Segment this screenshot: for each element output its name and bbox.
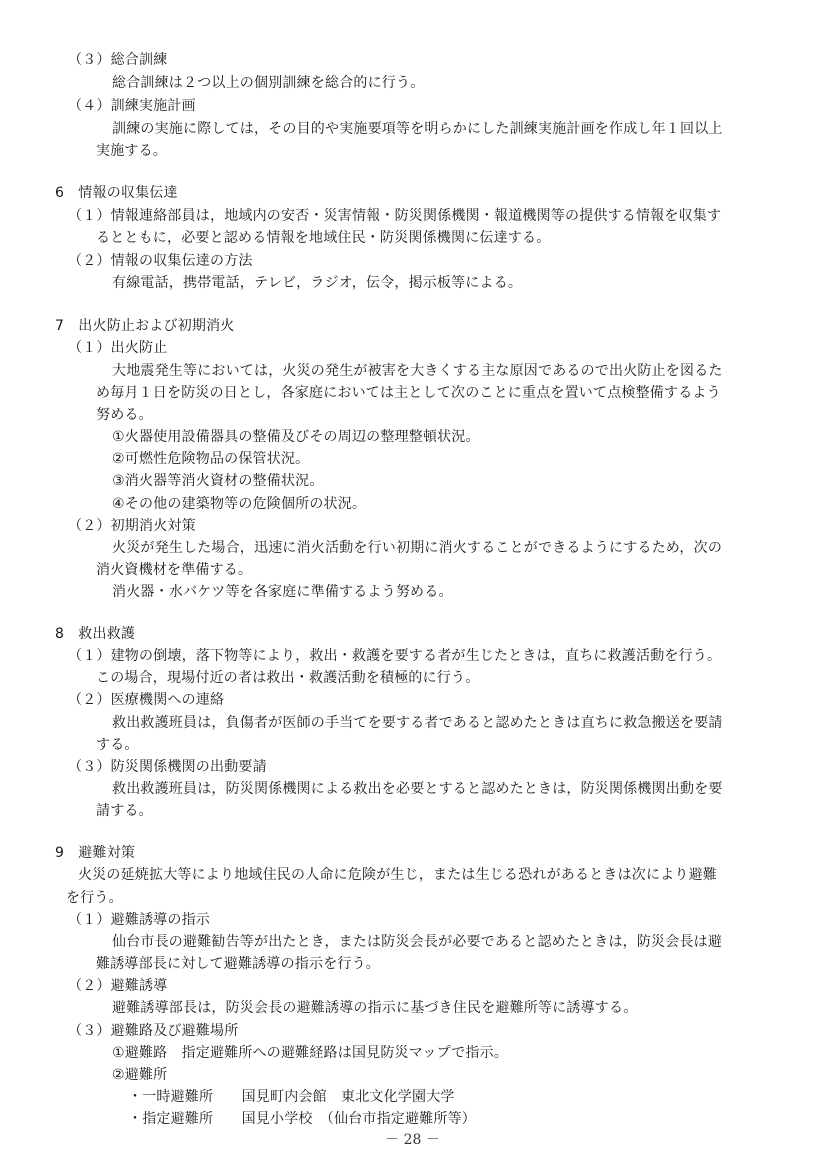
subsection-heading: （１）避難誘導の指示 <box>68 912 210 928</box>
paragraph-line: 火災が発生した場合，迅速に消火活動を行い初期に消火することができるようにするため，次の <box>112 540 723 556</box>
subsection-heading: （３）避難路及び避難場所 <box>68 1023 239 1039</box>
section-heading: 9 避難対策 <box>55 845 136 861</box>
subsection-heading: （２）情報の収集伝達の方法 <box>68 253 253 269</box>
subsection-heading: （２）避難誘導 <box>68 978 168 994</box>
paragraph-line: 避難誘導部長は，防災会長の避難誘導の指示に基づき住民を避難所等に誘導する。 <box>112 1000 638 1016</box>
subsection-heading: （３）総合訓練 <box>68 52 168 68</box>
subsection-heading: （３）防災関係機関の出動要請 <box>68 759 267 775</box>
subsection-heading: （１）出火防止 <box>68 340 168 356</box>
subsection-heading: （２）医療機関への連絡 <box>68 692 225 708</box>
paragraph-line: るとともに，必要と認める情報を地域住民・防災関係機関に伝達する。 <box>96 230 551 246</box>
paragraph-line: 消火器・水バケツ等を各家庭に準備するよう努める。 <box>112 584 453 600</box>
paragraph-line: この場合，現場付近の者は救出・救護活動を積極的に行う。 <box>96 670 480 686</box>
paragraph-line: 仙台市長の避難勧告等が出たとき，または防災会長が必要であると認めたときは，防災会長は避 <box>112 934 723 950</box>
paragraph-line: 請する。 <box>96 803 153 819</box>
paragraph-line: 努める。 <box>96 407 153 423</box>
paragraph-line: 実施する。 <box>96 143 167 159</box>
paragraph-line: 大地震発生等においては，火災の発生が被害を大きくする主な原因であるので出火防止を図るた <box>112 363 723 379</box>
page-number: － 28 － <box>385 1132 440 1148</box>
list-item: ④その他の建築物等の危険個所の状況。 <box>112 496 367 512</box>
section-heading: 6 情報の収集伝達 <box>55 185 178 201</box>
paragraph-line: 総合訓練は２つ以上の個別訓練を総合的に行う。 <box>112 75 425 91</box>
paragraph-line: 難誘導部長に対して避難誘導の指示を行う。 <box>96 956 380 972</box>
list-item: ③消火器等消火資材の整備状況。 <box>112 473 324 489</box>
paragraph-line: 訓練の実施に際しては，その目的や実施要項等を明らかにした訓練実施計画を作成し年１回以上 <box>112 121 723 137</box>
section-heading: 8 救出救護 <box>55 626 136 642</box>
paragraph-line: 救出救護班員は，防災関係機関による救出を必要とすると認めたときは，防災関係機関出動を要 <box>112 781 723 797</box>
subsection-heading: （２）初期消火対策 <box>68 518 196 534</box>
list-item: ①避難路 指定避難所への避難経路は国見防災マップで指示。 <box>112 1045 509 1061</box>
section-heading: 7 出火防止および初期消火 <box>55 318 235 334</box>
shelter-item: ・指定避難所 国見小学校 （仙台市指定避難所等） <box>128 1111 476 1127</box>
paragraph-line: 消火資機材を準備する。 <box>96 562 253 578</box>
paragraph-line: （１）情報連絡部員は，地域内の安否・災害情報・防災関係機関・報道機関等の提供する情報を収集す <box>68 208 722 224</box>
paragraph-line: め毎月１日を防災の日とし，各家庭においては主として次のことに重点を置いて点検整備するよう <box>96 385 721 401</box>
shelter-item: ・一時避難所 国見町内会館 東北文化学園大学 <box>128 1089 455 1105</box>
paragraph-line: 有線電話，携帯電話，テレビ，ラジオ，伝令，掲示板等による。 <box>112 275 523 291</box>
paragraph-line: 火災の延焼拡大等により地域住民の人命に危険が生じ，または生じる恐れがあるときは次により避難 <box>78 867 717 883</box>
list-item: ①火器使用設備器具の整備及びその周辺の整理整頓状況。 <box>112 429 480 445</box>
list-item: ②可燃性危険物品の保管状況。 <box>112 451 310 467</box>
paragraph-line: （１）建物の倒壊，落下物等により，救出・救護を要する者が生じたときは，直ちに救護活動を行う。 <box>68 648 722 664</box>
list-item: ②避難所 <box>112 1067 168 1083</box>
subsection-heading: （４）訓練実施計画 <box>68 98 196 114</box>
paragraph-line: する。 <box>96 737 139 753</box>
paragraph-line: 救出救護班員は，負傷者が医師の手当てを要する者であると認めたときは直ちに救急搬送を要請 <box>112 715 723 731</box>
paragraph-line: を行う。 <box>66 890 123 906</box>
